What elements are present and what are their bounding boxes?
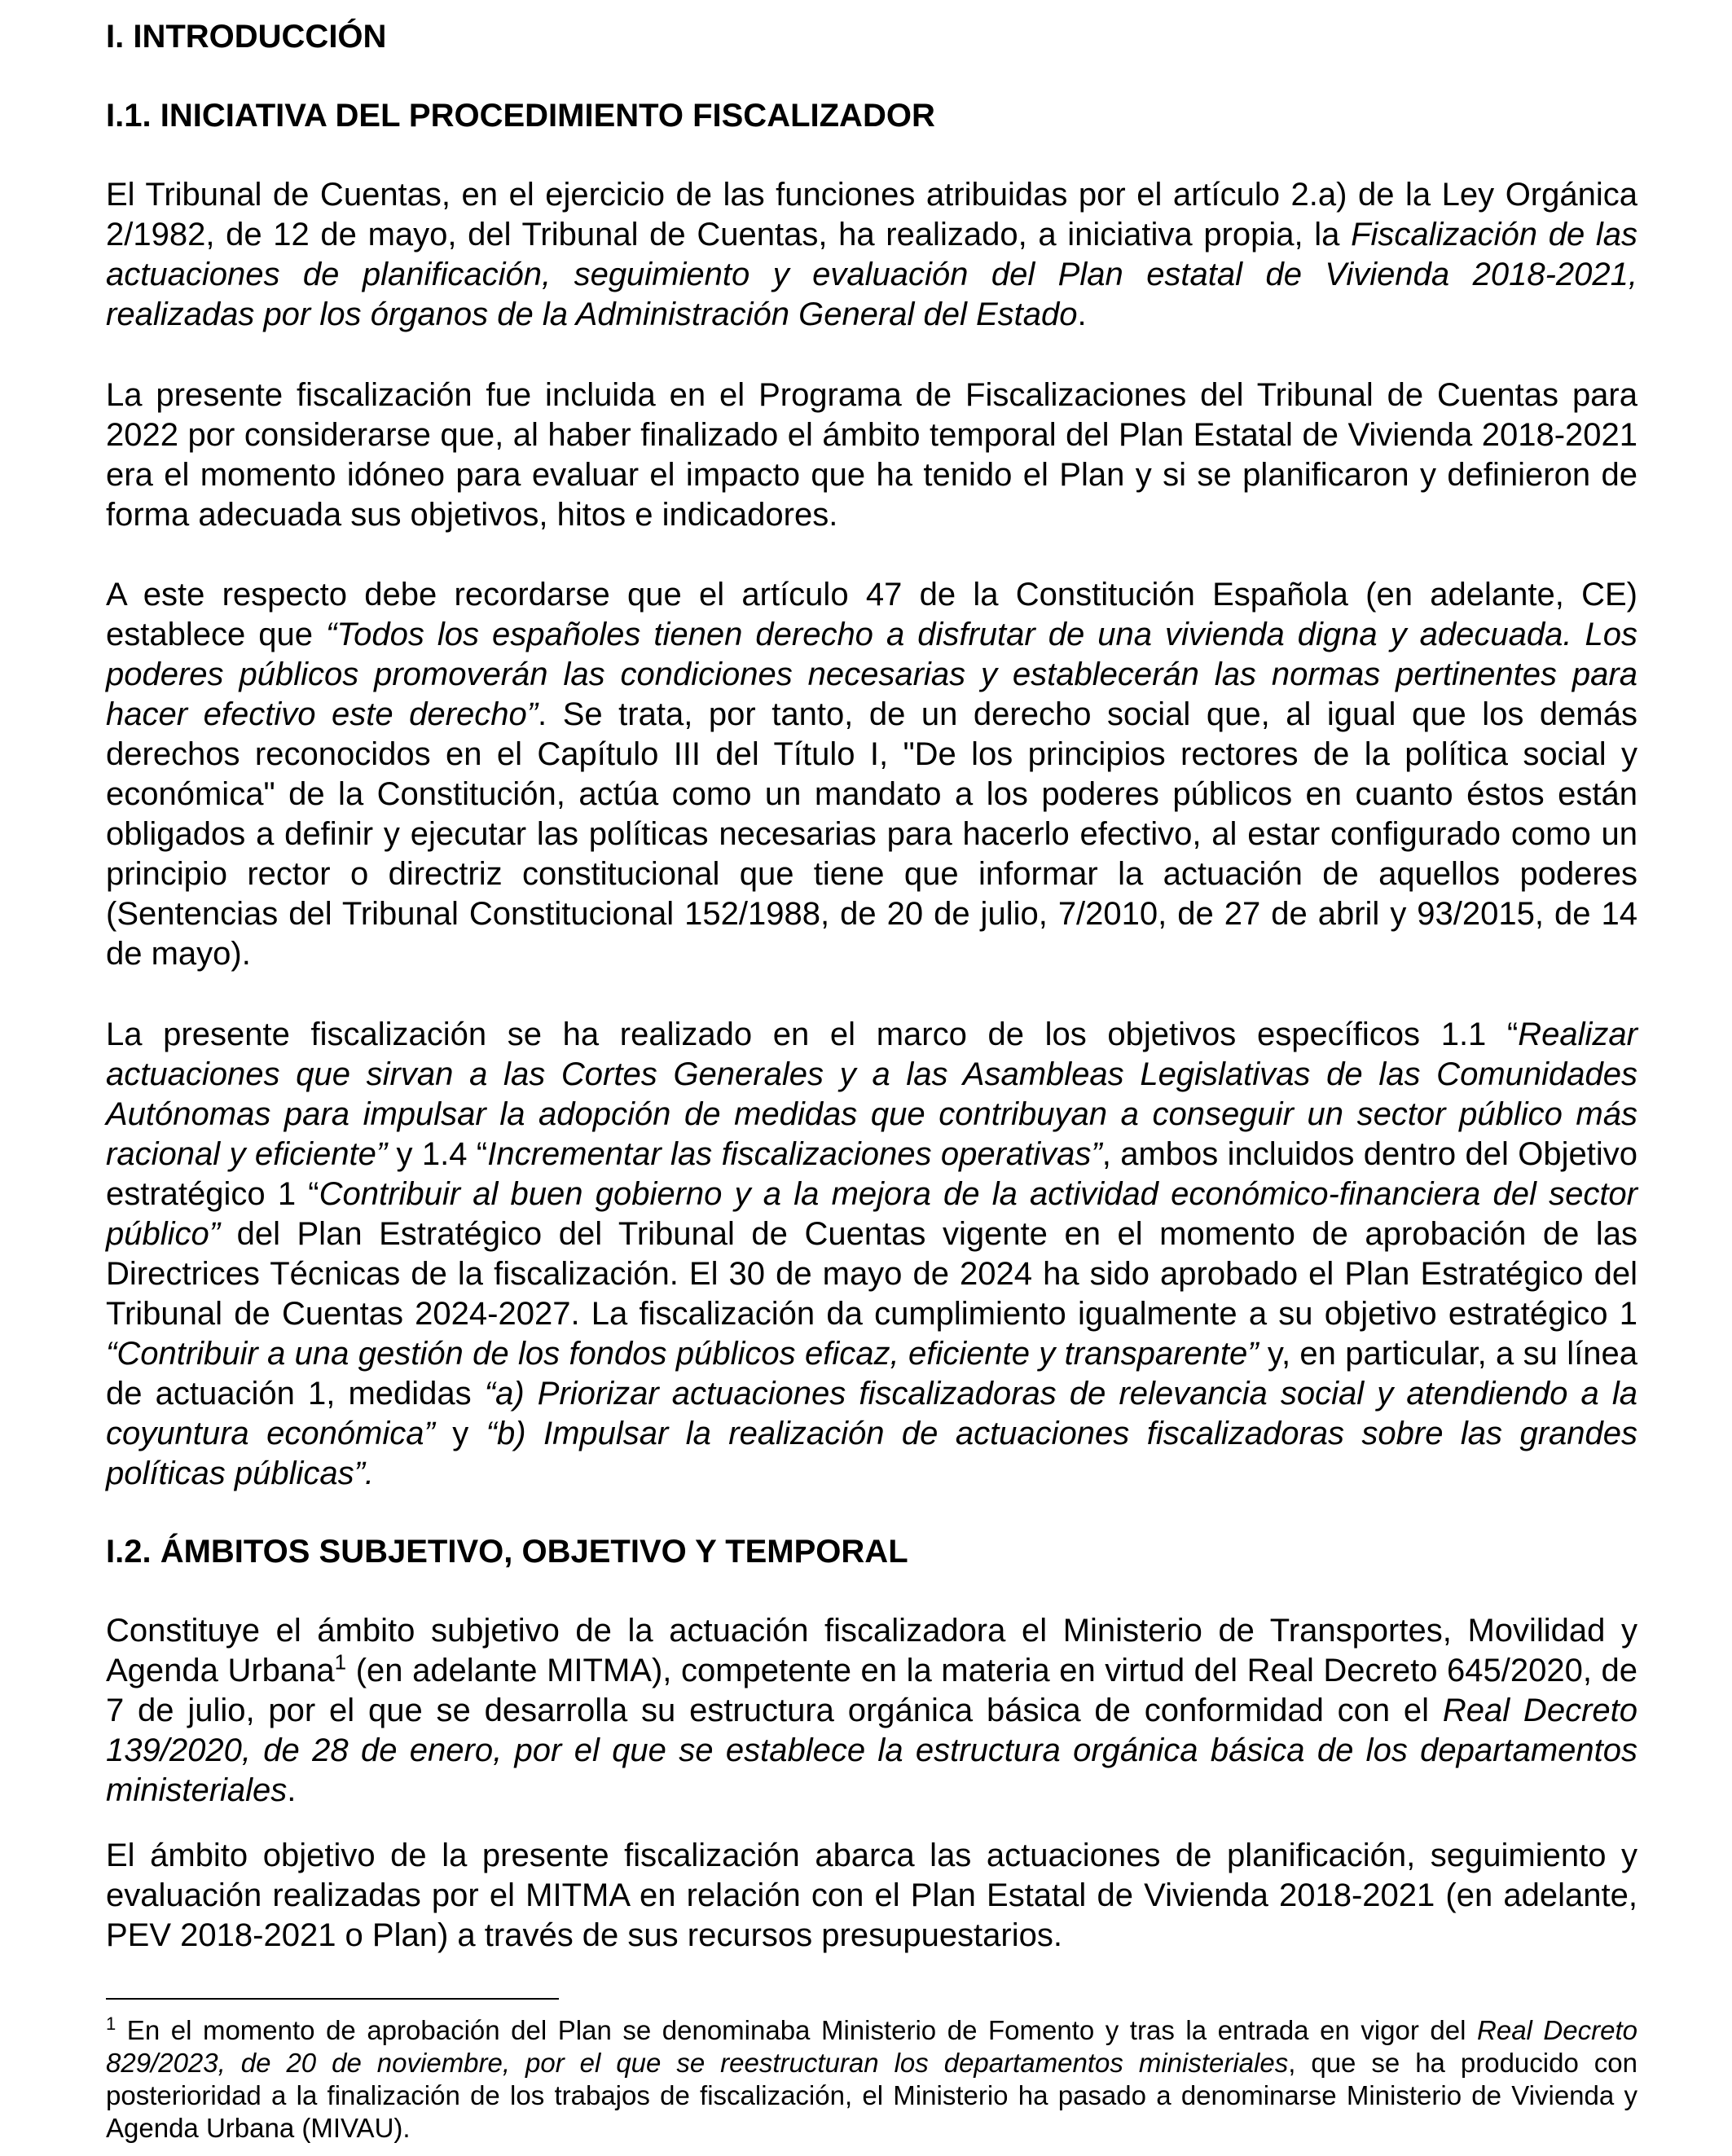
paragraph-programa: La presente fiscalización fue incluida en el Programa de Fiscalizaciones del Tribunal de Cuentas para 2022 por considerarse que, al haber finalizado el ámbito temporal del Plan Estatal de Vivienda 2018-2021 era el momento idóneo para evaluar el impacto que ha tenido el Plan y si se planificaron y definieron de forma adecuada sus objetivos, hitos e indicadores. [106,377,1637,533]
paragraph-objetivos [106,1015,1637,1494]
footnote-reference[interactable]: 1 [334,1649,347,1675]
paragraph-ambito-objetivo: El ámbito objetivo de la presente fiscalización abarca las actuaciones de planificación, seguimiento y evaluación realizadas por el MITMA en relación con el Plan Estatal de Vivienda 2018-2021 (en adelante, PEV 2018-2021 o Plan) a través de sus recursos presupuestarios. [106,1838,1637,1953]
text-run: El Tribunal de Cuentas, en el ejercicio de las funciones atribuidas por el artículo 2.a) de la Ley Orgánica 2/1982, de 12 de mayo, del Tribunal de Cuentas, ha realizado, a iniciativa propia, la [106,177,1637,252]
footnote-separator [106,1998,559,2000]
text-run: La presente fiscalización se ha realizado en el marco de los objetivos específicos 1.1 “ [106,1017,1519,1052]
text-run: , ambos incluidos dentro del Objetivo estratégico 1 “ [106,1136,1638,1212]
italic-citation: Real Decreto 139/2020, de 28 de enero, por el que se establece la estructura orgánica básica de los departamentos ministeriales [106,1693,1637,1808]
paragraph-ambito-subjetivo [106,1611,1637,1811]
italic-quote: “a) Priorizar actuaciones fiscalizadoras de relevancia social y atendiendo a la coyuntura económica” [106,1376,1637,1451]
text-run: del Plan Estratégico del Tribunal de Cuentas vigente en el momento de aprobación de las Directrices Técnicas de la fiscalización. El 30 de mayo de 2024 ha sido aprobado el Plan Estratégico del Tribunal de Cuentas 2024-2027. La fiscalización da cumplimiento igualmente a su objetivo estratégico 1 [106,1216,1637,1332]
paragraph-constitucion [106,575,1637,974]
text-run: . [287,1772,297,1808]
text-run: En el momento de aprobación del Plan se denominaba Ministerio de Fomento y tras la entrada en vigor del [116,2015,1478,2045]
subsection-heading-iniciativa: I.1. INICIATIVA DEL PROCEDIMIENTO FISCALIZADOR [106,98,935,134]
italic-title: Fiscalización de las actuaciones de planificación, seguimiento y evaluación del Plan estatal de Vivienda 2018-2021, realizadas por los órganos de la Administración General del Estado [106,217,1637,332]
italic-quote: Contribuir al buen gobierno y a la mejora de la actividad económico-financiera del sector público” [106,1176,1637,1252]
text-run: y [434,1416,486,1451]
italic-quote: “Todos los españoles tienen derecho a disfrutar de una vivienda digna y adecuada. Los poderes públicos promoverán las condiciones necesarias y establecerán las normas pertinentes para hacer efectivo este derecho” [106,617,1638,732]
paragraph-iniciativa [106,175,1637,335]
italic-citation: Real Decreto 829/2023, de 20 de noviembre, por el que se reestructuran los departamentos ministeriales [106,2015,1637,2078]
footnote-mark: 1 [106,2013,116,2034]
text-run: , que se ha producido con posterioridad a la finalización de los trabajos de fiscalización, el Ministerio ha pasado a denominarse Ministerio de Vivienda y Agenda Urbana (MIVAU). [106,2048,1637,2143]
footnote [106,2014,1637,2145]
italic-quote: Incrementar las fiscalizaciones operativas” [487,1136,1102,1172]
text-run: Constituye el ámbito subjetivo de la actuación fiscalizadora el Ministerio de Transportes, Movilidad y Agenda Urbana [106,1613,1637,1688]
subsection-heading-ambitos: I.2. ÁMBITOS SUBJETIVO, OBJETIVO Y TEMPORAL [106,1534,908,1570]
text-run: y 1.4 “ [387,1136,488,1172]
text-run: (en adelante MITMA), competente en la materia en virtud del Real Decreto 645/2020, de 7 de julio, por el que se desarrolla su estructura orgánica básica de conformidad con el [106,1653,1638,1728]
italic-quote: “Contribuir a una gestión de los fondos públicos eficaz, eficiente y transparente” [106,1336,1259,1372]
text-run: . Se trata, por tanto, de un derecho social que, al igual que los demás derechos reconocidos en el Capítulo III del Título I, "De los principios rectores de la política social y económica" de la Constitución, actúa como un mandato a los poderes públicos en cuanto éstos están obligados a definir y ejecutar las políticas necesarias para hacerlo efectivo, al estar configurado como un principio rector o directriz constitucional que tiene que informar la actuación de aquellos poderes (Sentencias del Tribunal Constitucional 152/1988, de 20 de julio, 7/2010, de 27 de abril y 93/2015, de 14 de mayo). [106,696,1637,972]
text-run: A este respecto debe recordarse que el artículo 47 de la Constitución Española (en adelante, CE) establece que [106,577,1637,652]
section-heading: I. INTRODUCCIÓN [106,19,387,55]
italic-quote: Realizar actuaciones que sirvan a las Cortes Generales y a las Asambleas Legislativas de las Comunidades Autónomas para impulsar la adopción de medidas que contribuyan a conseguir un sector público más racional y eficiente” [106,1017,1637,1172]
italic-quote: “b) Impulsar la realización de actuaciones fiscalizadoras sobre las grandes políticas públicas”. [106,1416,1637,1491]
text-run: y, en particular, a su línea de actuación 1, medidas [106,1336,1637,1412]
text-run: . [1077,296,1087,332]
